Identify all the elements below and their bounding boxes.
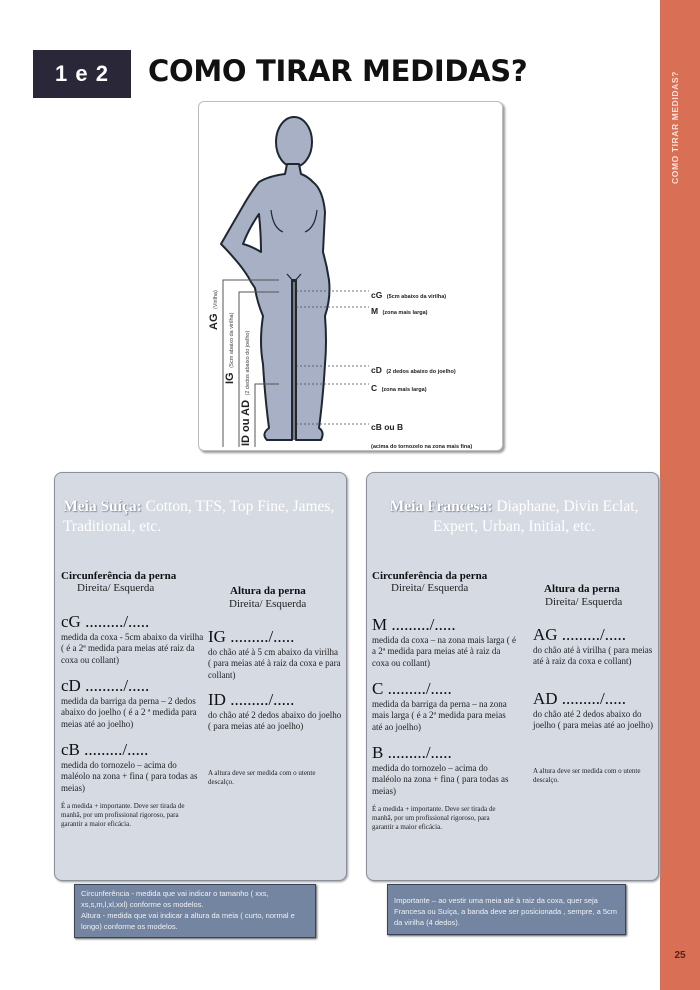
height-subtitle: Direita/ Esquerda xyxy=(545,596,623,608)
measure-cd xyxy=(61,676,206,730)
callout-c: C (zona mais larga) xyxy=(371,383,427,393)
measure-code: cB ........./..... xyxy=(61,740,149,759)
measure-desc: medida do tornozelo – acima do maléolo na zona + fina ( para todas as meias) xyxy=(372,763,509,796)
measure-desc: do chão até 2 dedos abaixo do joelho ( para meias até ao joelho) xyxy=(533,709,653,731)
panel-models: Cotton, TFS, Top Fine, James, Traditional, etc. xyxy=(63,498,335,535)
measure-ag xyxy=(533,625,653,668)
callout-cg: cG (5cm abaixo da virilha) xyxy=(371,290,447,300)
measure-code: cD ........./..... xyxy=(61,676,150,695)
height-subtitle: Direita/ Esquerda xyxy=(229,598,307,610)
sidebar-vertical-title xyxy=(670,71,690,204)
measure-cb xyxy=(61,740,206,794)
circumference-title: Circunferência da perna xyxy=(61,570,177,582)
measure-desc: do chão até à 5 cm abaixo da virilha ( para meias até à raiz da coxa e para collant) xyxy=(208,647,341,680)
measure-code: ID ........./..... xyxy=(208,690,295,709)
callout-m: M (zona mais larga) xyxy=(371,306,428,316)
measure-code: C ........./..... xyxy=(372,679,452,698)
circumference-definition: Circunferência - medida que vai indicar o tamanho ( xxs, xs,s,m,l,xl,xxl) conforme os modelos. xyxy=(81,889,269,909)
measure-desc: do chão até à virilha ( para meias até à raiz da coxa e collant) xyxy=(533,645,653,667)
panel-heading xyxy=(375,497,653,537)
measure-desc: medida da coxa – na zona mais larga ( é a 2ª medida para meias até à raiz da coxa ou collant) xyxy=(372,635,517,668)
vertical-label-id-ad: ID ou AD (2 dedos abaixo do joelho) xyxy=(240,330,252,446)
measure-desc: do chão até 2 dedos abaixo do joelho ( para meias até ao joelho) xyxy=(208,710,342,732)
section-badge: 1 e 2 xyxy=(33,50,131,98)
height-title: Altura da perna xyxy=(230,585,306,597)
panel-meia-suica xyxy=(54,472,347,881)
circumference-note: É a medida + importante. Deve ser tirada de manhã, por um profissional rigoroso, para garantir a maior eficácia. xyxy=(61,802,185,828)
measure-b xyxy=(372,743,517,797)
height-note: A altura deve ser medida com o utente descalço. xyxy=(533,767,641,784)
measure-m xyxy=(372,615,517,669)
measure-code: AD ........./..... xyxy=(533,689,627,708)
callout-cb: cB ou B (acima do tornozelo na zona mais fina) xyxy=(371,422,473,450)
measure-ad xyxy=(533,689,653,732)
measure-desc: medida da barriga da perna – 2 dedos abaixo do joelho ( é a 2 ª medida para meias até ao joelho) xyxy=(61,696,197,729)
measure-cg xyxy=(61,612,206,666)
panel-meia-francesa xyxy=(366,472,659,881)
definitions-box xyxy=(74,884,316,938)
callout-cd: cD (2 dedos abaixo do joelho) xyxy=(371,365,456,375)
circumference-title: Circunferência da perna xyxy=(372,570,488,582)
measure-id xyxy=(208,690,343,733)
sidebar-band xyxy=(660,0,700,990)
measure-ig xyxy=(208,627,343,681)
measure-code: IG ........./..... xyxy=(208,627,295,646)
measure-code: M ........./..... xyxy=(372,615,456,634)
measure-code: AG ........./..... xyxy=(533,625,627,644)
measure-code: B ........./..... xyxy=(372,743,452,762)
panel-label: Meia Francesa: xyxy=(389,498,493,515)
measure-code: cG ........./..... xyxy=(61,612,150,631)
body-measurement-figure xyxy=(198,101,503,451)
panel-label: Meia Suíça: xyxy=(63,498,142,515)
height-note: A altura deve ser medida com o utente descalço. xyxy=(208,769,316,786)
circumference-subtitle: Direita/ Esquerda xyxy=(391,582,469,594)
vertical-label-ag: AG (Virilha) xyxy=(208,290,220,330)
page-number: 25 xyxy=(674,950,686,961)
height-title: Altura da perna xyxy=(544,583,620,595)
height-definition: Altura - medida que vai indicar a altura da meia ( curto, normal e longo) conforme os modelos. xyxy=(81,911,295,931)
sidebar-vertical-title-text: COMO TIRAR MEDIDAS? xyxy=(670,71,680,184)
panel-heading xyxy=(63,497,341,537)
measure-c xyxy=(372,679,517,733)
important-box xyxy=(387,884,626,935)
circumference-subtitle: Direita/ Esquerda xyxy=(77,582,155,594)
circumference-note: É a medida + importante. Deve ser tirada de manhã, por um profissional rigoroso, para garantir a maior eficácia. xyxy=(372,805,496,831)
page-title: COMO TIRAR MEDIDAS? xyxy=(148,54,528,88)
panel-models: Diaphane, Divin Eclat, Expert, Urban, Initial, etc. xyxy=(432,498,639,535)
measure-desc: medida do tornozelo – acima do maléolo na zona + fina ( para todas as meias) xyxy=(61,760,198,793)
measure-desc: medida da coxa - 5cm abaixo da virilha ( é a 2ª medida para meias até raiz da coxa ou collant) xyxy=(61,632,204,665)
measure-desc: medida da barriga da perna – na zona mais larga ( é a 2ª medida para meias até ao joelho) xyxy=(372,699,507,732)
important-note: Importante – ao vestir uma meia até à raiz da coxa, quer seja Francesa ou Suíça, a banda deve ser posicionada , sempre, a 5cm da virilha (4 dedos). xyxy=(394,896,618,927)
vertical-label-ig: IG (5cm abaixo da virilha) xyxy=(224,312,236,384)
